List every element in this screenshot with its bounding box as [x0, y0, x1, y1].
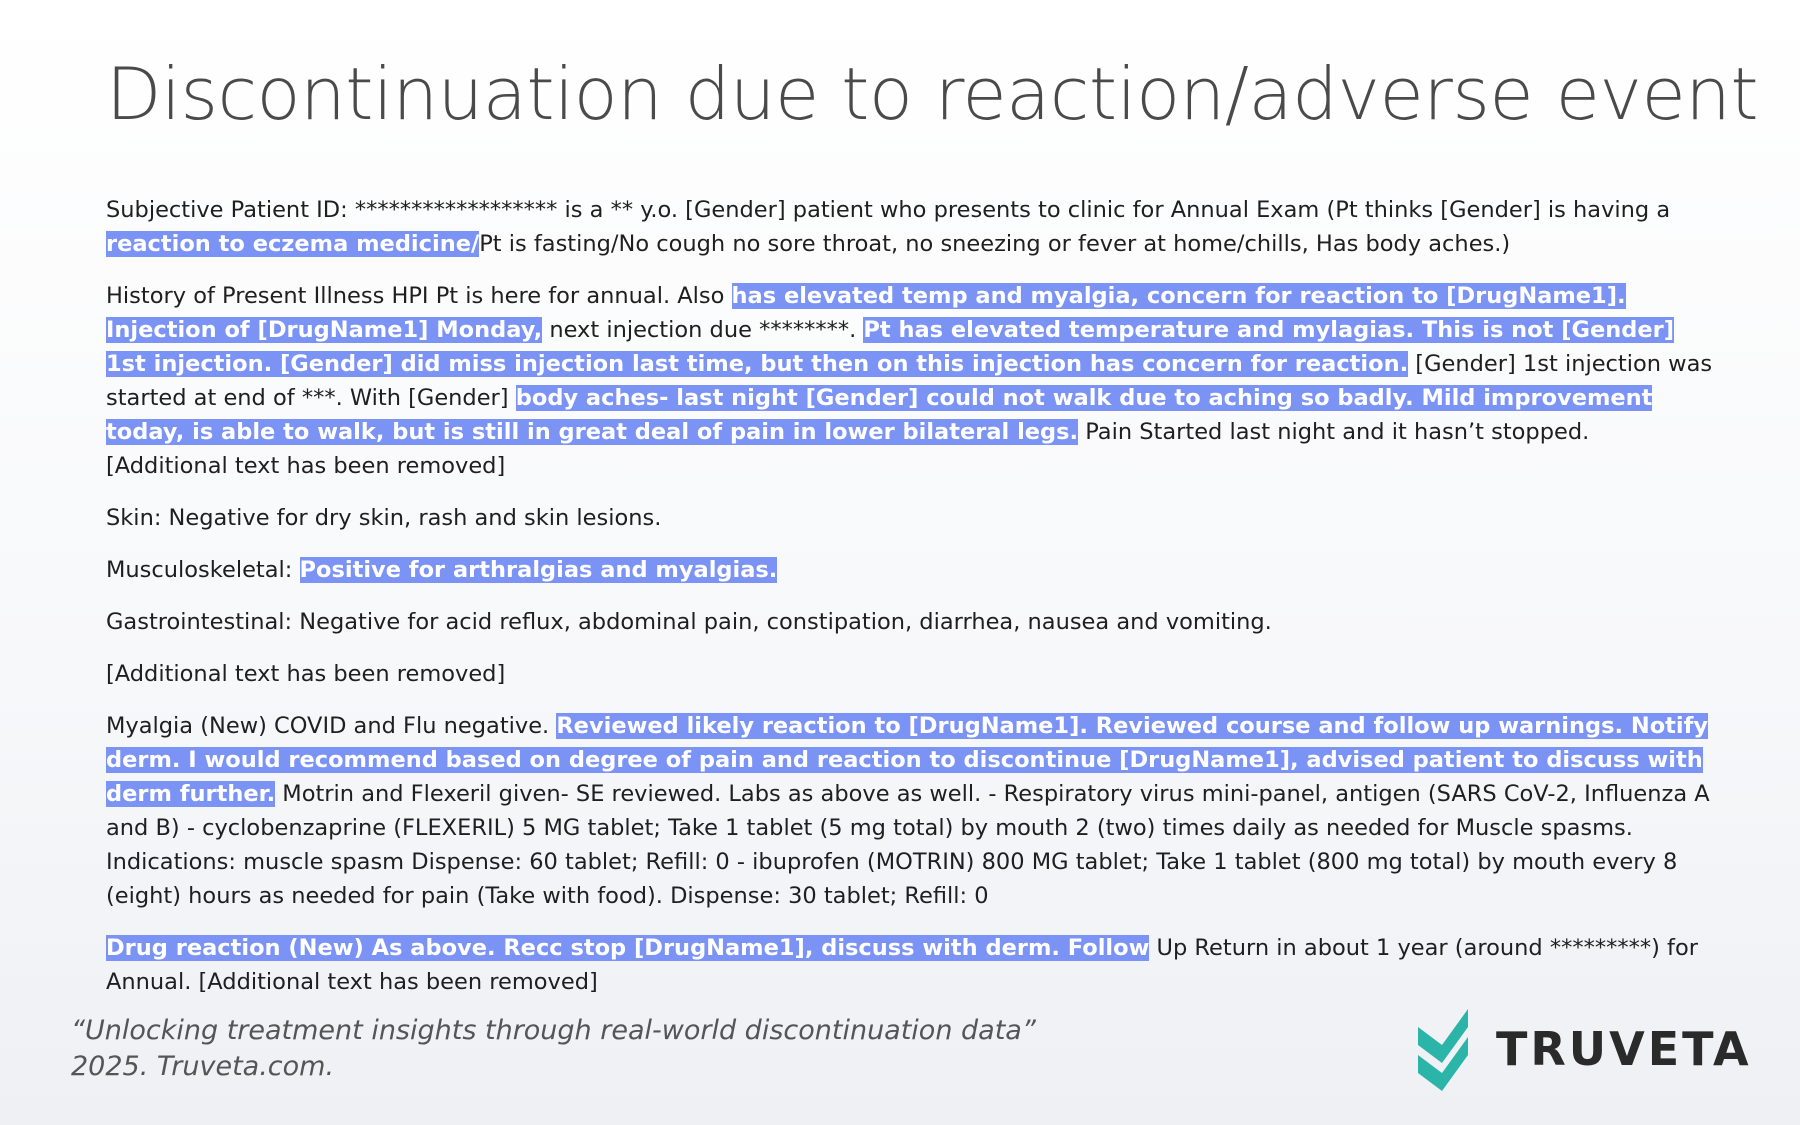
- note-text: next injection due ********.: [542, 317, 864, 343]
- note-text: Skin: Negative for dry skin, rash and skin lesions.: [106, 505, 662, 531]
- highlighted-text: body aches- last night [Gender] could not walk due to aching so badly. Mild improvement today, is able to walk, but is still in great deal of pain in lower bilateral legs.: [106, 385, 1653, 445]
- note-text: Up Return in about 1 year (around *********) for Annual. [Additional text has been removed]: [106, 935, 1698, 995]
- note-text: Motrin and Flexeril given- SE reviewed. Labs as above as well. - Respiratory virus mini-panel, antigen (SARS CoV-2, Influenza A and B) - cyclobenzaprine (FLEXERIL) 5 MG tablet; Take 1 tablet (5 mg total) by mouth 2 (two) times daily as needed for Muscle spasms. Indications: muscle spasm Dispense: 60 tablet; Refill: 0 - ibuprofen (MOTRIN) 800 MG tablet; Take 1 tablet (800 mg total) by mouth every 8 (eight) hours as needed for pain (Take with food). Dispense: 30 tablet; Refill: 0: [106, 781, 1710, 909]
- logo-wordmark: TRUVETA: [1496, 1022, 1752, 1076]
- note-paragraph: [106, 501, 1716, 535]
- note-text: Subjective Patient ID: ****************** is a ** y.o. [Gender] patient who presents to clinic for Annual Exam (Pt thinks [Gender] is having a: [106, 197, 1671, 223]
- highlighted-text: has elevated temp and myalgia, concern for reaction to [DrugName1]. Injection of [DrugName1] Monday,: [106, 283, 1626, 343]
- note-text: Pain Started last night and it hasn’t stopped. [Additional text has been removed]: [106, 419, 1590, 479]
- truveta-logo-icon: [1416, 1005, 1478, 1093]
- highlighted-text: Drug reaction (New) As above. Recc stop [DrugName1], discuss with derm. Follow: [106, 935, 1150, 961]
- highlighted-text: reaction to eczema medicine/: [106, 231, 480, 257]
- citation-source: 2025. Truveta.com.: [71, 1051, 335, 1082]
- note-text: Pt is fasting/No cough no sore throat, no sneezing or fever at home/chills, Has body aches.): [479, 231, 1511, 257]
- note-paragraph: [106, 931, 1716, 999]
- note-paragraph: [106, 553, 1716, 587]
- note-text: [Gender] 1st injection was started at end of ***. With [Gender]: [106, 351, 1713, 411]
- note-text: Myalgia (New) COVID and Flu negative.: [106, 713, 557, 739]
- note-text: Gastrointestinal: Negative for acid reflux, abdominal pain, constipation, diarrhea, nausea and vomiting.: [106, 609, 1272, 635]
- page-title: Discontinuation due to reaction/adverse event: [106, 52, 1759, 136]
- clinical-note: [106, 193, 1716, 1017]
- note-text: [Additional text has been removed]: [106, 661, 506, 687]
- note-paragraph: [106, 709, 1716, 913]
- citation-quote: “Unlocking treatment insights through real-world discontinuation data”: [71, 1015, 1036, 1046]
- note-text: History of Present Illness HPI Pt is here for annual. Also: [106, 283, 732, 309]
- highlighted-text: Positive for arthralgias and myalgias.: [299, 557, 778, 583]
- note-paragraph: [106, 657, 1716, 691]
- highlighted-text: Reviewed likely reaction to [DrugName1]. Reviewed course and follow up warnings. Notify derm. I would recommend based on degree of pain and reaction to discontinue [DrugName1], advised patient to discuss with derm further.: [106, 713, 1709, 807]
- note-text: Musculoskeletal:: [106, 557, 300, 583]
- highlighted-text: Pt has elevated temperature and mylagias. This is not [Gender] 1st injection. [Gender] did miss injection last time, but then on this injection has concern for reaction.: [106, 317, 1675, 377]
- note-paragraph: [106, 193, 1716, 261]
- note-paragraph: [106, 605, 1716, 639]
- truveta-logo: [1416, 1004, 1752, 1094]
- citation: [71, 1013, 1036, 1085]
- note-paragraph: [106, 279, 1716, 483]
